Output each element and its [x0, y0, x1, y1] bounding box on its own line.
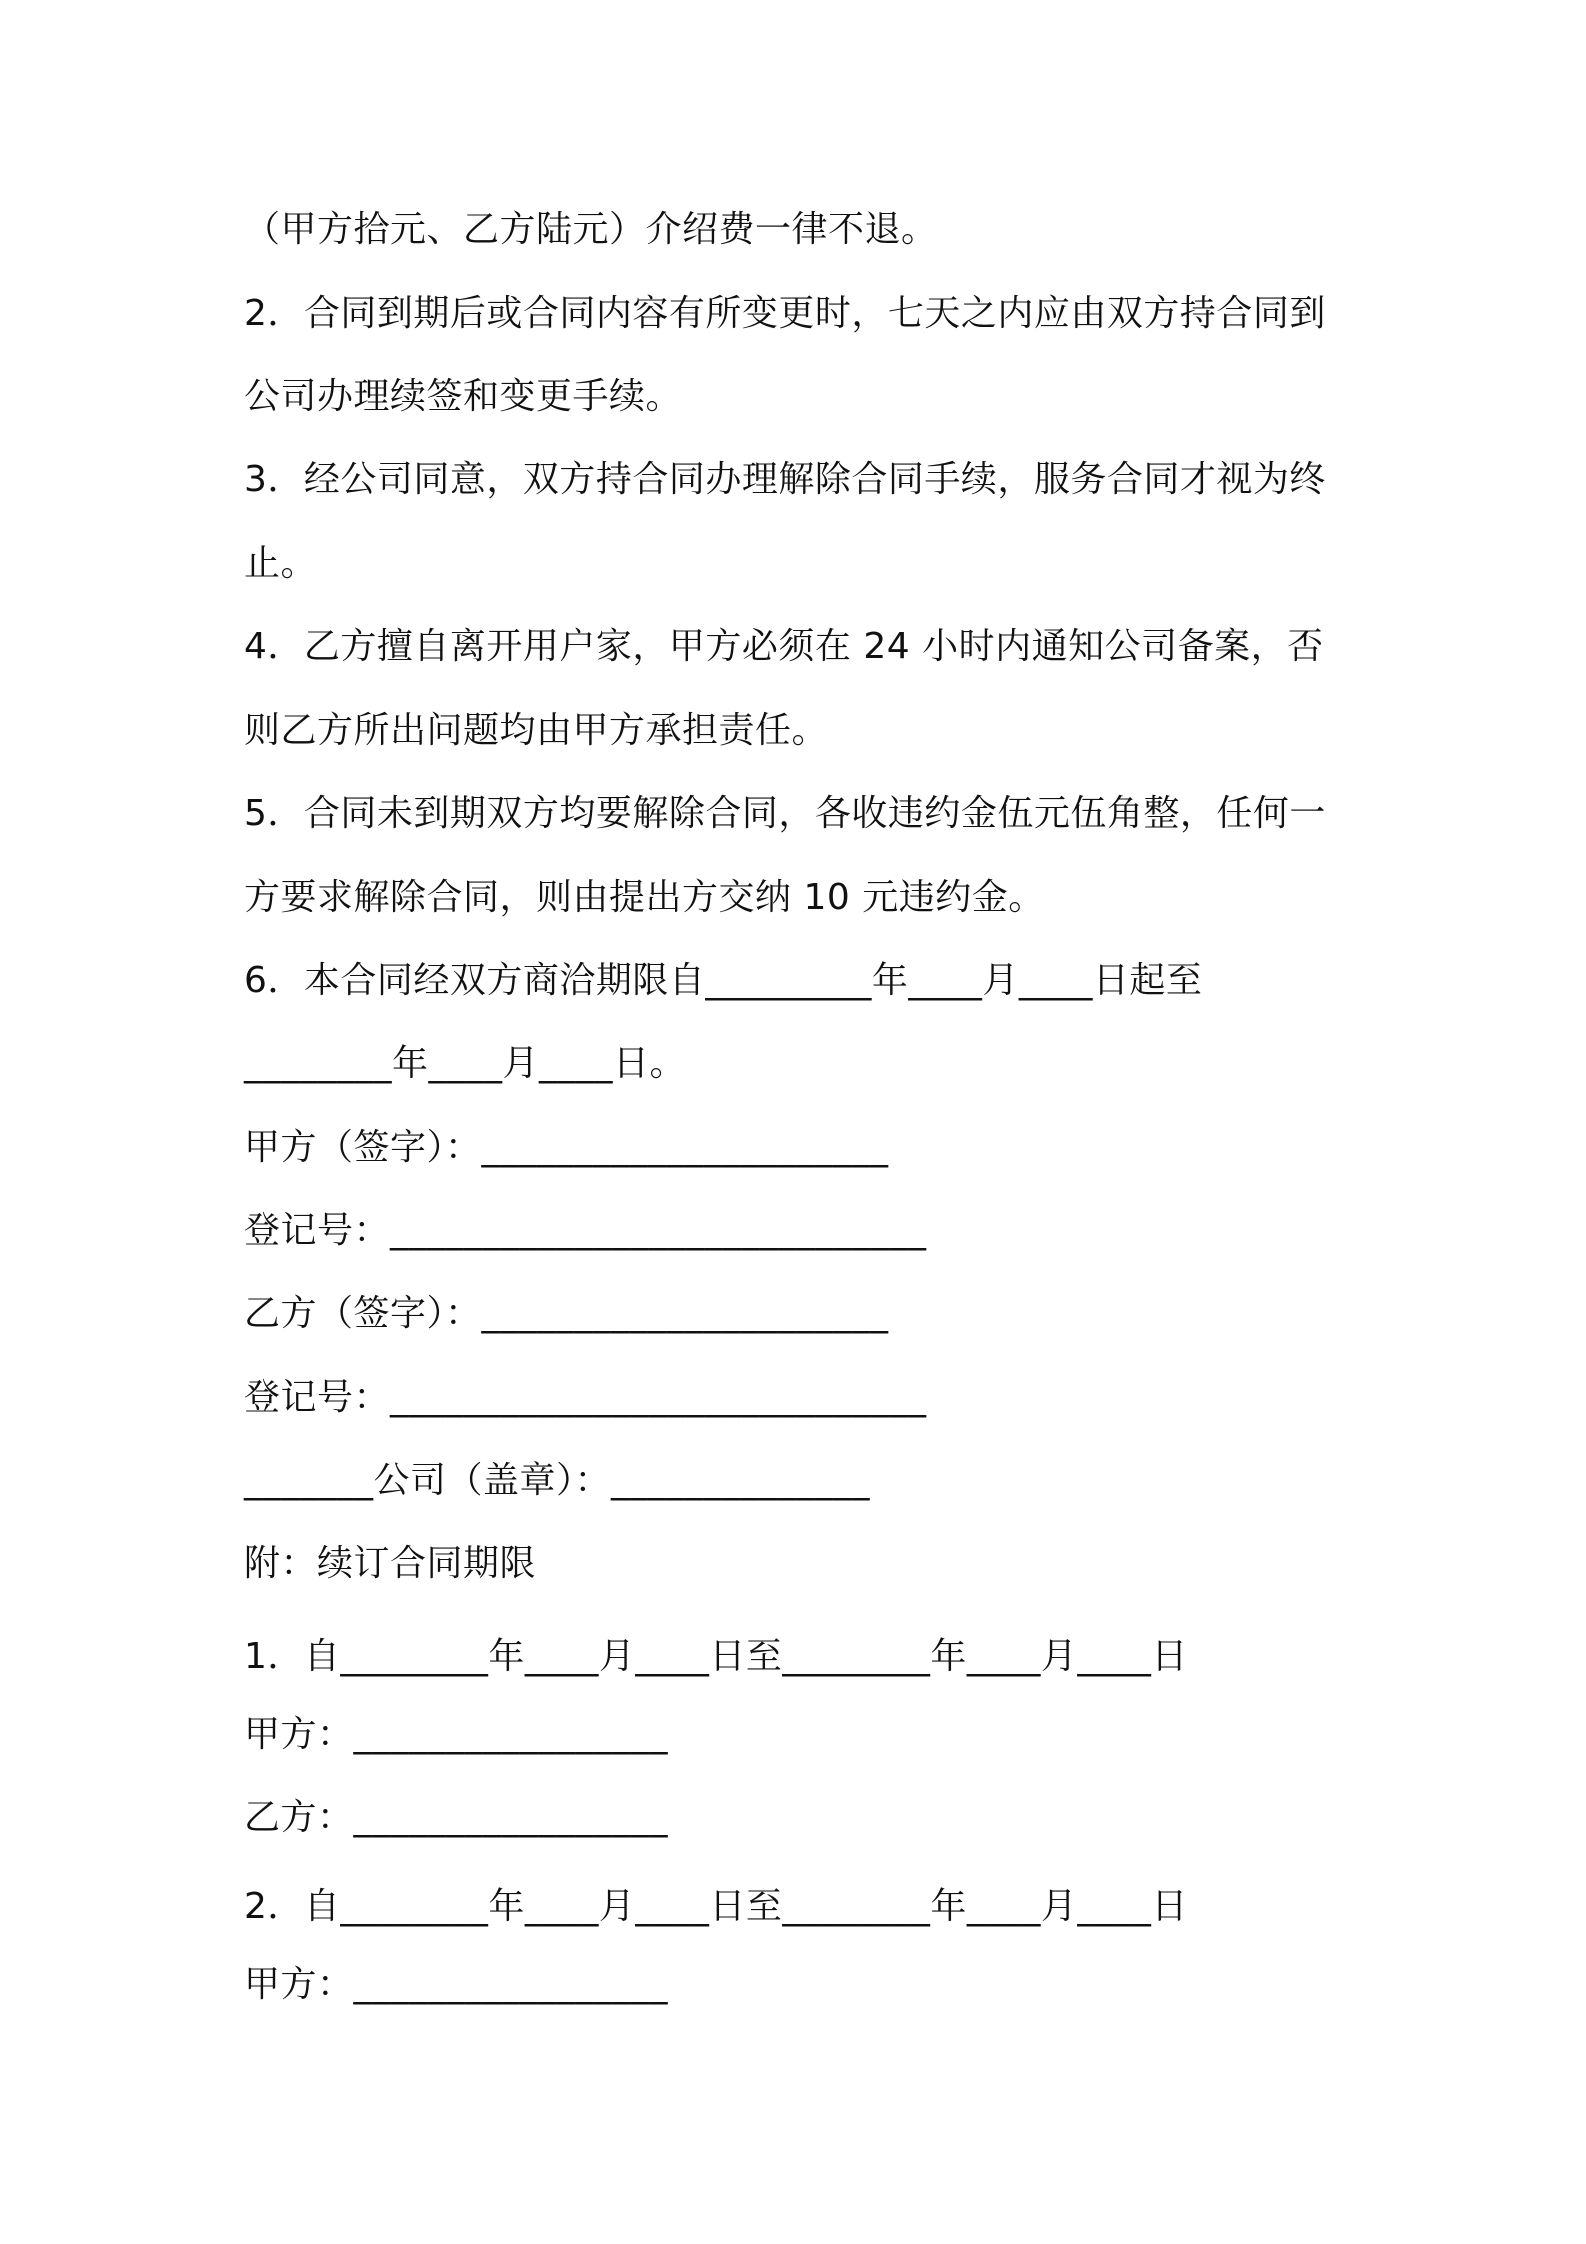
text-line-11: ________年____月____日。: [244, 1043, 687, 1084]
text-line-5: 止。: [244, 543, 318, 584]
text-line-18: 1．自________年____月____日至________年____月____日: [244, 1636, 1188, 1677]
text-line-12: 甲方（签字）：______________________: [244, 1127, 889, 1168]
text-line-8: 5．合同未到期双方均要解除合同，各收违约金伍元伍角整，任何一: [244, 793, 1326, 834]
text-line-6: 4．乙方擅自离开用户家，甲方必须在 24 小时内通知公司备案，否: [244, 626, 1324, 667]
text-line-4: 3．经公司同意，双方持合同办理解除合同手续，服务合同才视为终: [244, 459, 1326, 500]
text-line-7: 则乙方所出问题均由甲方承担责任。: [244, 710, 829, 751]
text-line-2: 2．合同到期后或合同内容有所变更时，七天之内应由双方持合同到: [244, 293, 1326, 334]
text-line-19: 甲方：_________________: [244, 1714, 669, 1755]
text-line-15: 登记号：_____________________________: [244, 1377, 927, 1418]
text-line-14: 乙方（签字）：______________________: [244, 1293, 889, 1334]
text-line-22: 甲方：_________________: [244, 1964, 669, 2005]
text-line-16: _______公司（盖章）：______________: [244, 1460, 871, 1501]
text-line-1: （甲方拾元、乙方陆元）介绍费一律不退。: [244, 209, 938, 250]
text-line-3: 公司办理续签和变更手续。: [244, 376, 683, 417]
text-line-17: 附：续订合同期限: [244, 1543, 537, 1584]
text-line-20: 乙方：_________________: [244, 1797, 669, 1838]
text-line-10: 6．本合同经双方商洽期限自_________年____月____日起至: [244, 960, 1203, 1001]
text-line-21: 2．自________年____月____日至________年____月____日: [244, 1886, 1188, 1927]
text-line-13: 登记号：_____________________________: [244, 1210, 927, 1251]
text-line-9: 方要求解除合同，则由提出方交纳 10 元违约金。: [244, 877, 1045, 918]
